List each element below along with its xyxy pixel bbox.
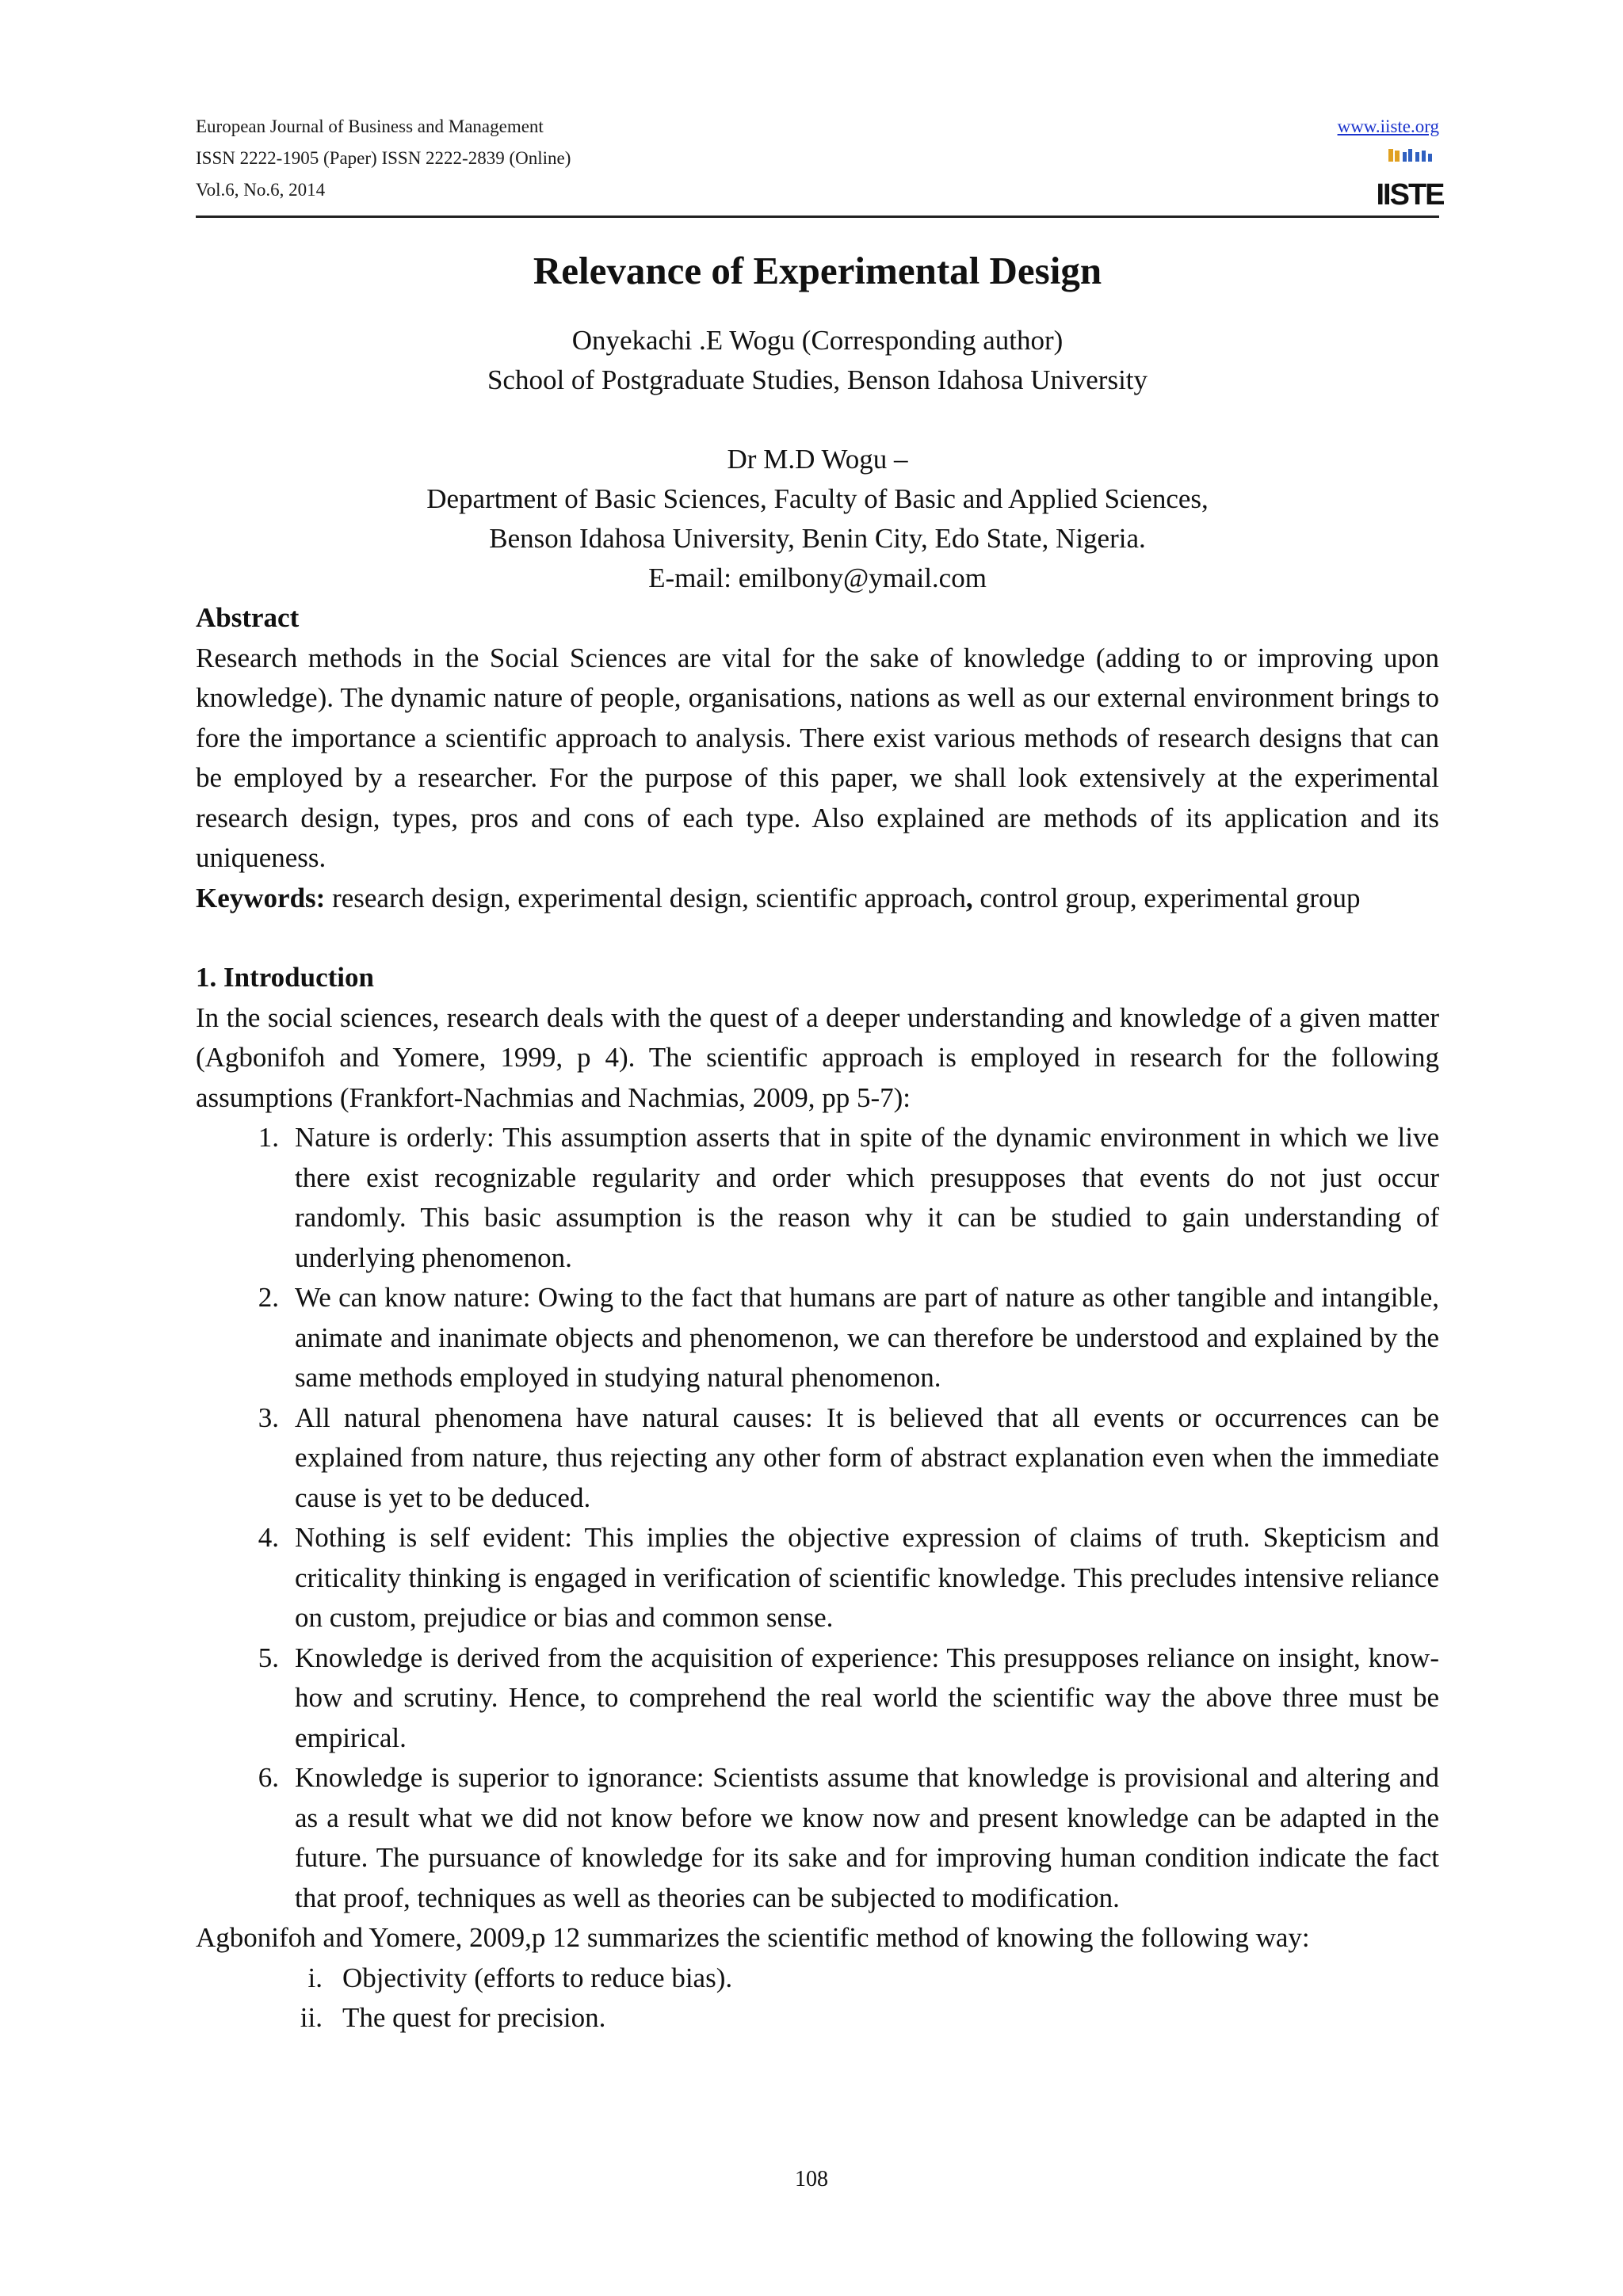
author-email: E-mail: emilbony@ymail.com <box>648 563 987 593</box>
list-item-text: Nature is orderly: This assumption asserts that in spite of the dynamic environment in which we live there exist recognizable regularity and order which presupposes that events do not just occur randomly. This basic assumption is the reason why it can be studied to gain understanding of underlying phenomenon. <box>295 1122 1439 1273</box>
list-item-number: 6. <box>258 1762 279 1793</box>
iiste-logo-icon <box>1376 147 1444 212</box>
keywords-list-a: research design, experimental design, scientific approach <box>325 882 966 913</box>
affiliation-2-line-2: Benson Idahosa University, Benin City, Edo State, Nigeria. <box>489 523 1146 554</box>
affiliation-1: School of Postgraduate Studies, Benson Idahosa University <box>487 364 1148 395</box>
paper-page <box>196 111 1444 2039</box>
journal-volume: Vol.6, No.6, 2014 <box>196 180 326 200</box>
svg-text:IISTE: IISTE <box>1376 178 1444 212</box>
summary-sentence: Agbonifoh and Yomere, 2009,p 12 summarizes the scientific method of knowing the following way: <box>196 1922 1310 1953</box>
list-item <box>196 1398 1439 1519</box>
keywords-label: Keywords: <box>196 882 326 913</box>
introduction-paragraph: In the social sciences, research deals with the quest of a deeper understanding and knowledge of a given matter (Agbonifoh and Yomere, 1999, p 4). The scientific approach is employed in research for the following assumptions (Frankfort-Nachmias and Nachmias, 2009, pp 5-7): <box>196 1001 1439 1113</box>
list-item-text: All natural phenomena have natural causes: It is believed that all events or occurrences can be explained from nature, thus rejecting any other form of abstract explanation even when the immediate cause is yet to be deduced. <box>295 1402 1439 1513</box>
list-item <box>196 1118 1439 1278</box>
author-2: Dr M.D Wogu – <box>727 444 908 475</box>
paper-title: Relevance of Experimental Design <box>533 249 1102 292</box>
keywords <box>196 879 1439 919</box>
list-item <box>196 1278 1439 1398</box>
list-item <box>196 1518 1439 1638</box>
list-item-number: 1. <box>258 1122 279 1153</box>
list-item <box>196 1958 1439 1999</box>
scientific-method-list <box>196 1958 1439 2039</box>
list-item-number: 2. <box>258 1282 279 1313</box>
list-item-text: Objectivity (efforts to reduce bias). <box>342 1962 733 1993</box>
journal-issn: ISSN 2222-1905 (Paper) ISSN 2222-2839 (Online) <box>196 148 571 168</box>
abstract-heading: Abstract <box>196 602 300 633</box>
list-item-text: Knowledge is superior to ignorance: Scientists assume that knowledge is provisional and altering and as a result what we did not know before we know now and present knowledge can be adapted in the future. The pursuance of knowledge for its sake and for improving human condition indicate the fact that proof, techniques as well as theories can be subjected to modification. <box>295 1762 1439 1913</box>
list-item-text: Knowledge is derived from the acquisition of experience: This presupposes reliance on insight, know-how and scrutiny. Hence, to comprehend the real world the scientific way the above three must be empirical. <box>295 1642 1439 1753</box>
list-item-number: 4. <box>258 1522 279 1553</box>
list-item <box>196 1998 1439 2039</box>
keywords-list-b: control group, experimental group <box>972 882 1361 913</box>
introduction-heading: 1. Introduction <box>196 962 374 993</box>
journal-name: European Journal of Business and Management <box>196 116 544 136</box>
list-item-number: 5. <box>258 1642 279 1673</box>
affiliation-2-line-1: Department of Basic Sciences, Faculty of Basic and Applied Sciences, <box>426 483 1209 514</box>
keywords-comma: , <box>965 882 973 913</box>
list-item-text: Nothing is self evident: This implies the objective expression of claims of truth. Skepticism and criticality thinking is engaged in verification of scientific knowledge. This precludes intensive reliance on custom, prejudice or bias and common sense. <box>295 1522 1439 1633</box>
list-item <box>196 1758 1439 1918</box>
list-item-number: ii. <box>300 2002 323 2033</box>
list-item-number: i. <box>307 1962 323 1993</box>
assumptions-list <box>196 1118 1439 1918</box>
journal-website-link[interactable]: www.iiste.org <box>1337 116 1439 136</box>
list-item-number: 3. <box>258 1402 279 1433</box>
list-item-text: We can know nature: Owing to the fact that humans are part of nature as other tangible and intangible, animate and inanimate objects and phenomenon, we can therefore be understood and explained by the same methods employed in studying natural phenomenon. <box>295 1282 1439 1393</box>
author-block <box>196 321 1439 598</box>
abstract-text: Research methods in the Social Sciences are vital for the sake of knowledge (adding to or improving upon knowledge). The dynamic nature of people, organisations, nations as well as our external environment brings to fore the importance a scientific approach to analysis. There exist various methods of research designs that can be employed by a researcher. For the purpose of this paper, we shall look extensively at the experimental research design, types, pros and cons of each type. Also explained are methods of its application and its uniqueness. <box>196 642 1439 873</box>
author-1: Onyekachi .E Wogu (Corresponding author) <box>571 325 1064 356</box>
list-item <box>196 1638 1439 1759</box>
list-item-text: The quest for precision. <box>342 2002 606 2033</box>
page-number: 108 <box>795 2167 828 2191</box>
journal-header <box>196 111 1444 218</box>
